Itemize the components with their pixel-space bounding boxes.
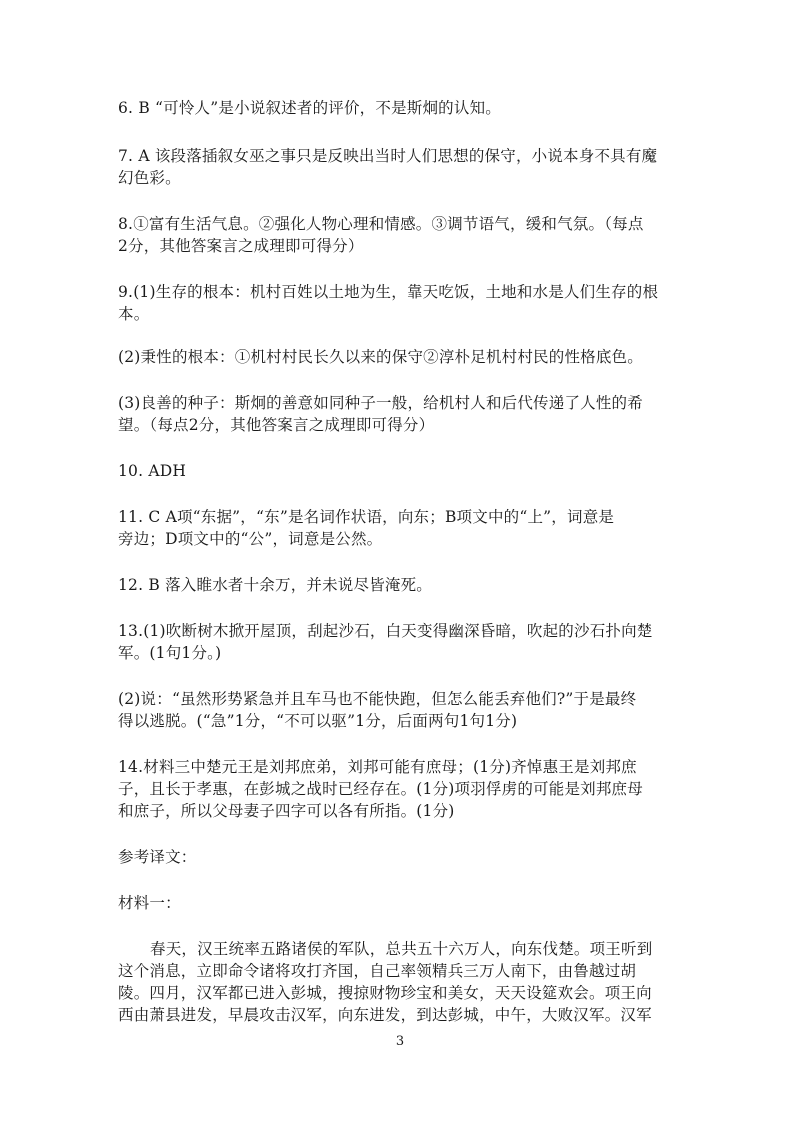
- answer-7-line-1: 7. A 该段落插叙女巫之事只是反映出当时人们思想的保守，小说本身不具有魔: [118, 147, 658, 165]
- translation-heading: 参考译文：: [118, 848, 197, 866]
- answer-9-1-line-1: 9.(1)生存的根本：机村百姓以土地为生，靠天吃饭，土地和水是人们生存的根: [118, 283, 659, 301]
- answer-10-line: 10. ADH: [118, 462, 187, 480]
- answer-13-2-line-1: (2)说：“虽然形势紧急并且车马也不能快跑，但怎么能丢弃他们?”于是最终: [118, 690, 637, 708]
- answer-13-1-line-1: 13.(1)吹断树木掀开屋顶，刮起沙石，白天变得幽深昏暗，吹起的沙石扑向楚: [118, 622, 653, 640]
- answer-9-1-line-2: 本。: [118, 305, 150, 323]
- answer-8-line-1: 8.①富有生活气息。②强化人物心理和情感。③调节语气，缓和气氛。（每点: [118, 215, 644, 233]
- answer-14-line-1: 14.材料三中楚元王是刘邦庶弟，刘邦可能有庶母；(1分)齐悼惠王是刘邦庶: [118, 758, 637, 776]
- answer-13-1-line-2: 军。(1句1分。): [118, 644, 222, 662]
- answer-14-line-2: 子，且长于孝惠，在彭城之战时已经存在。(1分)项羽俘虏的可能是刘邦庶母: [118, 780, 643, 798]
- answer-12-line: 12. B 落入睢水者十余万，并未说尽皆淹死。: [118, 576, 432, 594]
- answer-6-line: 6. B “可怜人”是小说叙述者的评价，不是斯炯的认知。: [118, 99, 501, 117]
- answer-7-line-2: 幻色彩。: [118, 169, 181, 187]
- answer-11-line-2: 旁边；D项文中的“公”，词意是公然。: [118, 530, 383, 548]
- answer-9-3-line-2: 望。（每点2分，其他答案言之成理即可得分）: [118, 416, 435, 434]
- translation-para-line-3: 陵。四月，汉军都已进入彭城，搜掠财物珍宝和美女，天天设筵欢会。项王向: [118, 984, 652, 1002]
- answer-11-line-1: 11. C A项“东据”，“东”是名词作状语，向东；B项文中的“上”，词意是: [118, 508, 615, 526]
- answer-8-line-2: 2分，其他答案言之成理即可得分）: [118, 237, 364, 255]
- answer-13-2-line-2: 得以逃脱。(“急”1分，“不可以驱”1分，后面两句1句1分): [118, 712, 518, 730]
- answer-9-2-line: (2)秉性的根本：①机村村民长久以来的保守②淳朴足机村村民的性格底色。: [118, 348, 643, 366]
- translation-para-line-1: 春天，汉王统率五路诸侯的军队，总共五十六万人，向东伐楚。项王听到: [150, 940, 653, 958]
- material-one-heading: 材料一：: [118, 894, 181, 912]
- answer-9-3-line-1: (3)良善的种子：斯炯的善意如同种子一般，给机村人和后代传递了人性的希: [118, 394, 643, 412]
- page-number: 3: [395, 1034, 405, 1049]
- translation-para-line-4: 西由萧县进发，早晨攻击汉军，向东进发，到达彭城，中午，大败汉军。汉军: [118, 1006, 652, 1024]
- translation-para-line-2: 这个消息，立即命令诸将攻打齐国，自己率领精兵三万人南下，由鲁越过胡: [118, 962, 637, 980]
- answer-14-line-3: 和庶子，所以父母妻子四字可以各有所指。(1分): [118, 802, 455, 820]
